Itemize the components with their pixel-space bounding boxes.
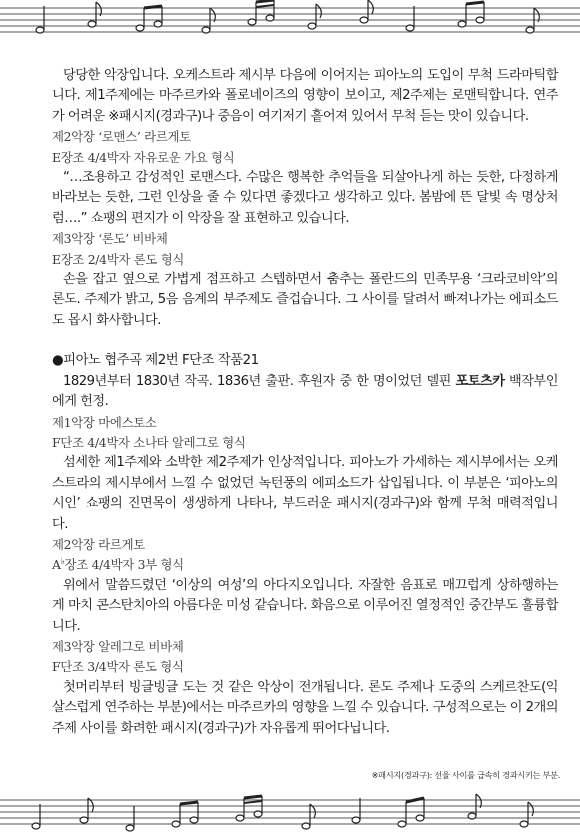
movement-title: 제2악장 라르게토 — [52, 536, 145, 552]
text-span: 1829년부터 1830년 작곡. 1836년 출판. 후원자 중 한 명이었던 델핀 — [63, 373, 456, 389]
movement-title: 제1악장 마에스토소 — [52, 414, 157, 430]
paragraph: 첫머리부터 빙글빙글 도는 것 같은 악상이 전개됩니다. 론도 주제나 도중의 스케르찬도(익살스럽게 연주하는 부분)에서는 마주르카의 영향을 느낄 수 있습니다. 구성적으로는 이 2개의 주제 사이를 화려한 패시지(경과구)가 자유롭게 뛰어다닙니다. — [52, 679, 558, 736]
movement-title: 제2악장 ‘로맨스’ 라르게토 — [52, 129, 191, 145]
paragraph: 당당한 악장입니다. 오케스트라 제시부 다음에 이어지는 피아노의 도입이 무척 드라마틱합니다. 제1주제에는 마주르카와 폴로네이즈의 영향이 보이고, 제2주제는 로맨틱합니다. 연주가 어려운 ※패시지(경과구)나 중음이 여기저기 흩어져 있어서 무척 듣는 맛이 있습니다. — [52, 68, 558, 124]
movement-form: E장조 4/4박자 자유로운 가요 형식 — [52, 149, 235, 165]
music-staff-decoration-top — [0, 0, 580, 44]
music-note-icon — [248, 0, 274, 25]
movement-form — [52, 555, 558, 575]
movement-form: E장조 2/4박자 론도 형식 — [52, 251, 185, 267]
paragraph: 섬세한 제1주제와 소박한 제2주제가 인상적입니다. 피아노가 가세하는 제시부에서는 오케스트라의 제시부에서 느낄 수 없었던 녹턴풍의 에피소드가 삽입됩니다. 이 부분은 ‘피아노의 시인’ 쇼팽의 진면목이 생생하게 나타나, 부드러운 패시지(경과구)와 함께 무척 매력적입니다. — [52, 455, 558, 532]
music-note-icon — [32, 804, 40, 829]
footnote: ※패시지(경과구): 선율 사이를 급속히 경과시키는 부분. — [371, 770, 560, 780]
text-span: 장조 4/4박자 3부 형식 — [64, 557, 184, 573]
music-note-icon — [136, 6, 162, 31]
paragraph — [52, 372, 558, 413]
movement-form: F단조 3/4박자 론도 형식 — [52, 659, 184, 675]
text-span: 백작부인에게 헌정. — [52, 373, 558, 410]
key-letter: A — [52, 557, 61, 573]
flat-sign: ♭ — [60, 557, 65, 568]
piece-title: ●피아노 협주곡 제2번 F단조 작품21 — [52, 353, 259, 369]
music-staff-decoration-bottom — [0, 790, 580, 834]
paragraph: 위에서 말씀드렸던 ‘이상의 여성’의 아다지오입니다. 자잘한 음표로 매끄럽게 상하행하는 게 마치 콘스탄치아의 아름다운 미성 같습니다. 화음으로 이루어진 열정적인 중간부도 훌륭합니다. — [52, 577, 558, 634]
movement-title: 제3악장 ‘론도’ 비바체 — [52, 231, 168, 247]
document-body — [52, 66, 558, 739]
movement-form: F단조 4/4박자 소나타 알레그로 형식 — [52, 434, 246, 450]
music-note-icon — [80, 798, 93, 823]
movement-title: 제3악장 알레그로 비바체 — [52, 638, 184, 654]
music-note-icon — [302, 804, 315, 829]
music-note-icon — [352, 798, 360, 823]
paragraph: 손을 잡고 옆으로 가볍게 점프하고 스텝하면서 춤추는 폴란드의 민족무용 ‘크라코비악’의 론도. 주제가 밝고, 5음 음계의 부주제도 즐겁습니다. 그 사이를 달려서 빠져나가는 에피소드도 몹시 화사합니다. — [52, 272, 558, 328]
name-highlight: 포토츠카 — [455, 373, 505, 389]
music-note-icon — [406, 6, 414, 31]
paragraph: “…조용하고 감성적인 로맨스다. 수많은 행복한 추억들을 되살아나게 하는 듯한, 다정하게 바라보는 듯한, 그런 인상을 줄 수 있다면 좋겠다고 생각하고 있다. 봄밤에 뜬 달빛 속 명상처럼….” 쇼팽의 편지가 이 악장을 잘 표현하고 있습니다. — [52, 170, 558, 226]
